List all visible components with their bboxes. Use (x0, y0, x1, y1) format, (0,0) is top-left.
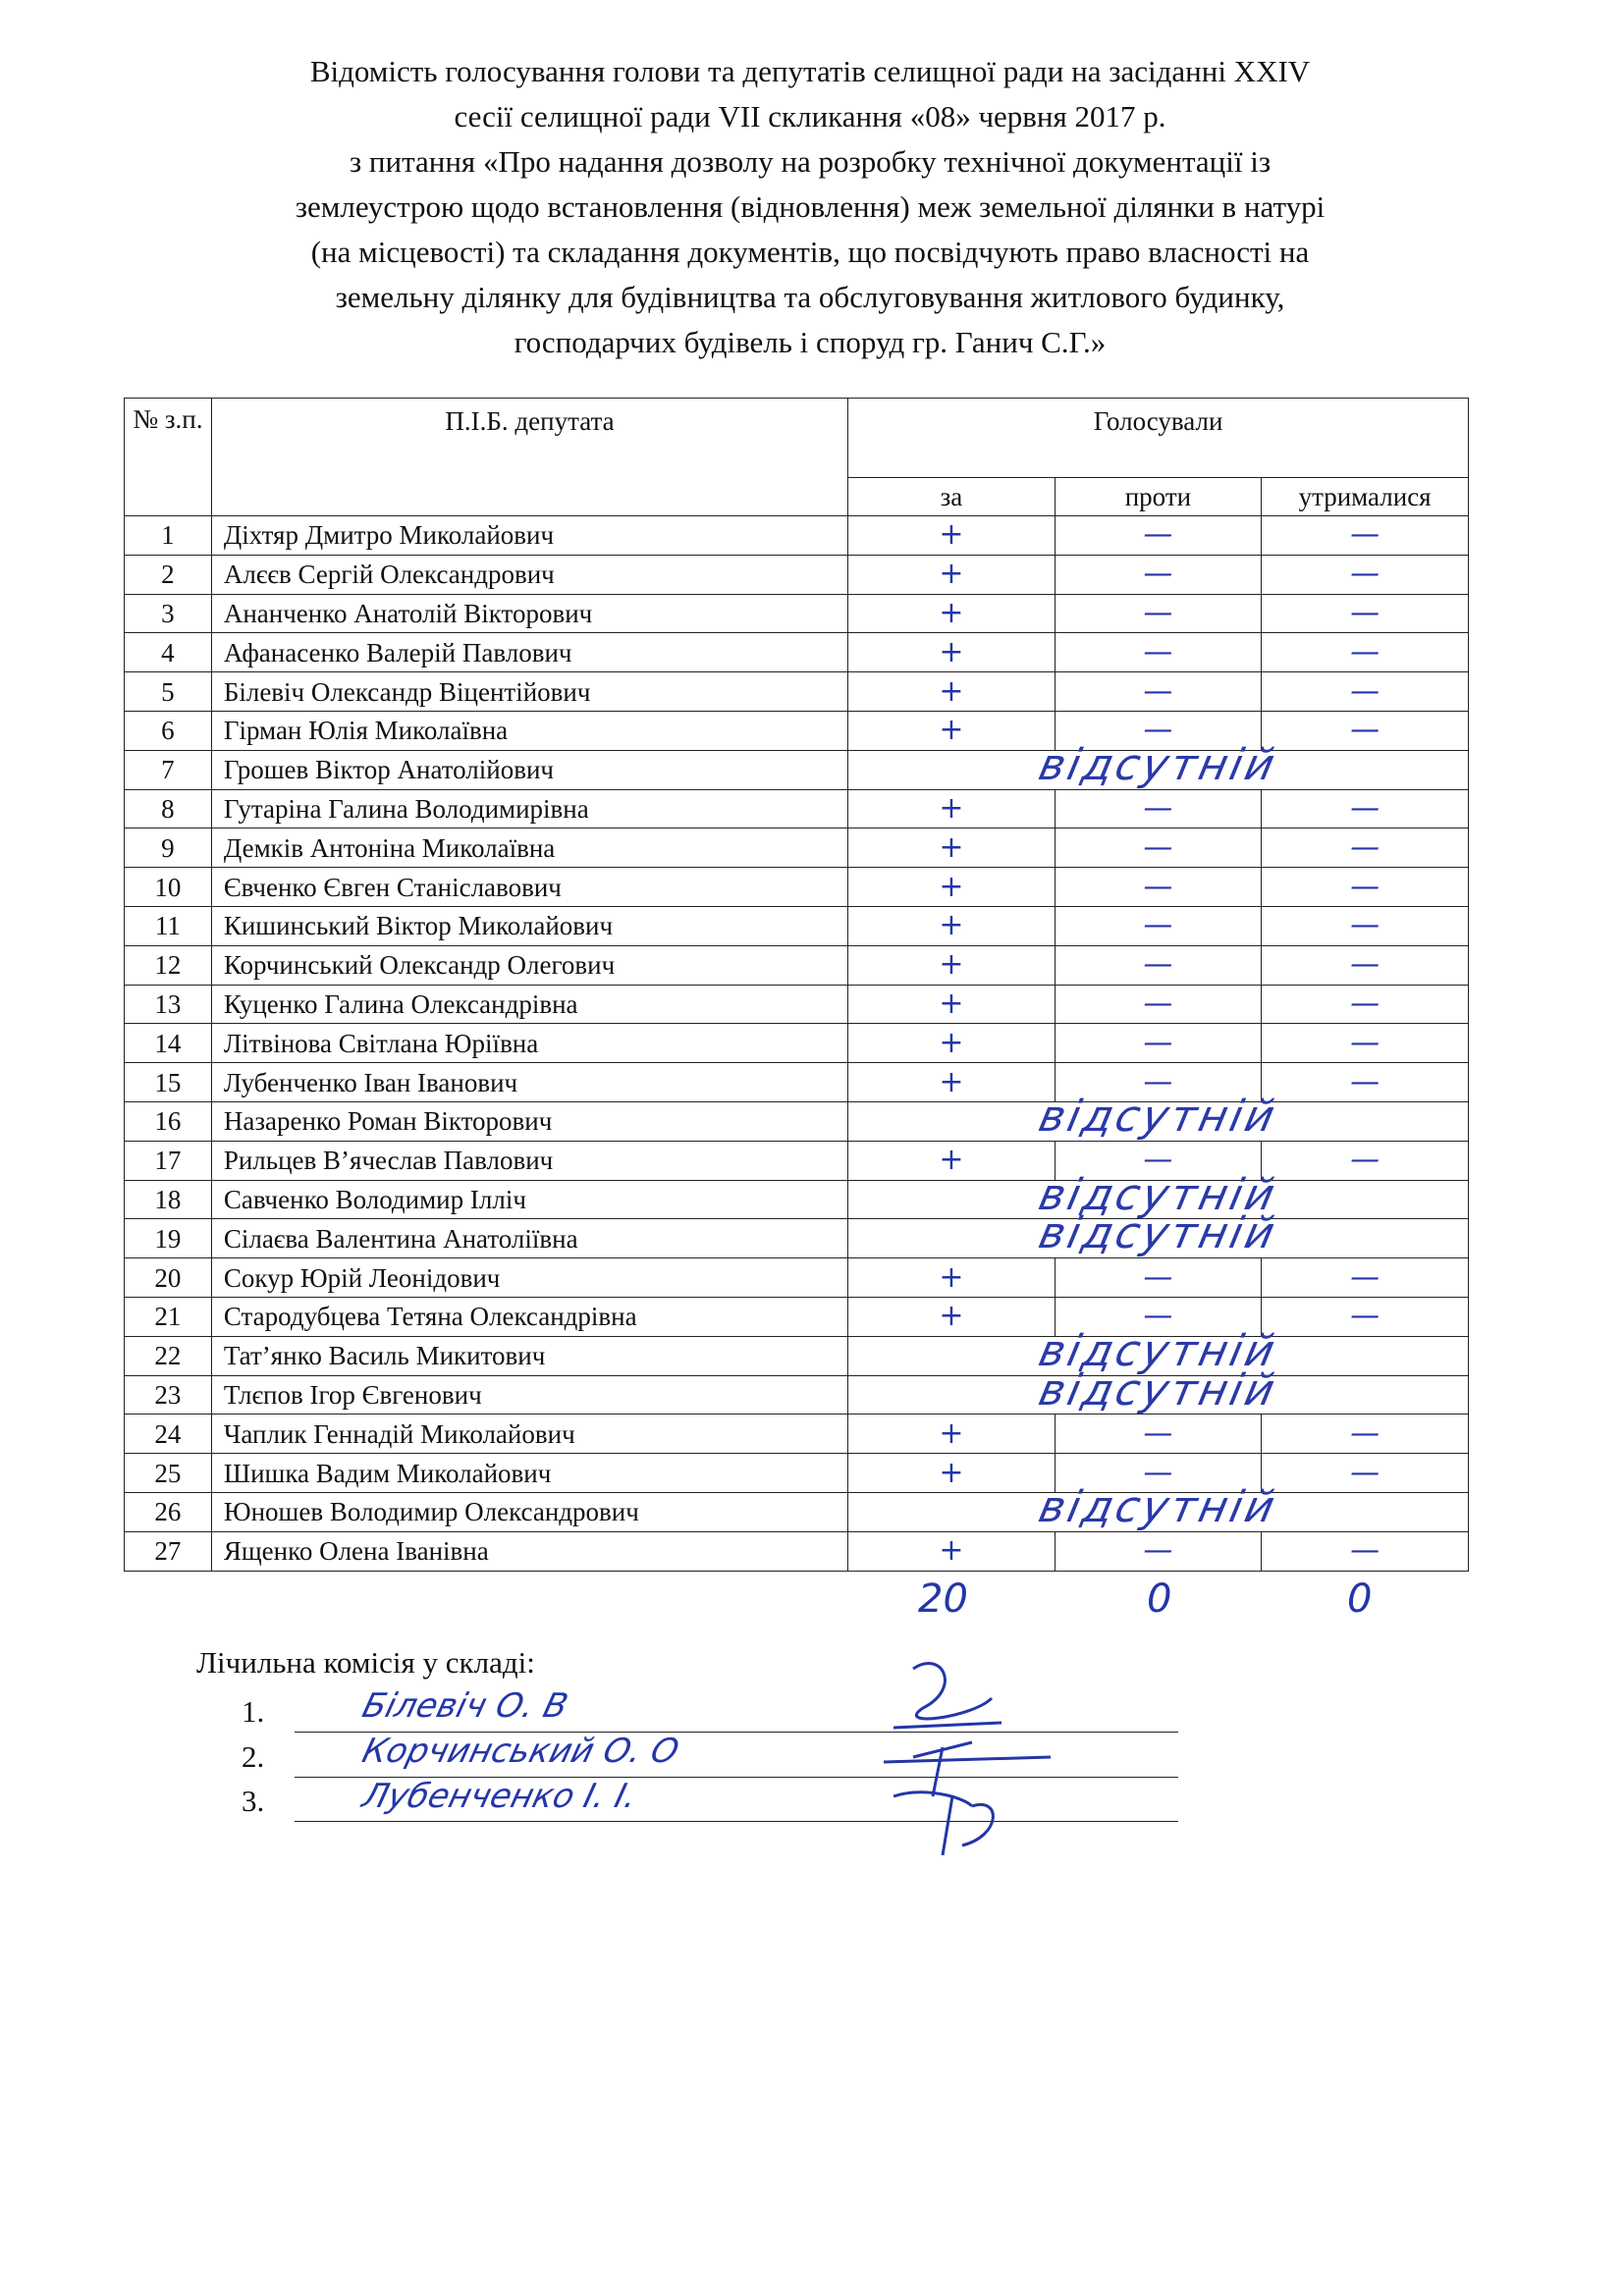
row-number: 21 (125, 1297, 212, 1336)
row-number: 5 (125, 672, 212, 712)
row-number: 27 (125, 1531, 212, 1571)
absent-cell (848, 1208, 1469, 1259)
row-number: 12 (125, 945, 212, 985)
vote-for: + (848, 789, 1055, 828)
vote-for: + (848, 633, 1055, 672)
deputy-name: Грошев Віктор Анатолійович (211, 750, 847, 789)
absent-cell (848, 1091, 1469, 1142)
voting-table-body (125, 516, 1469, 1572)
vote-abstained: — (1262, 1258, 1469, 1298)
row-number: 19 (125, 1219, 212, 1258)
vote-for: + (848, 868, 1055, 907)
deputy-name: Гірман Юлія Миколаївна (211, 711, 847, 750)
vote-abstained: — (1262, 633, 1469, 672)
vote-against: — (1055, 633, 1262, 672)
deputy-name: Кишинський Віктор Миколайович (211, 906, 847, 945)
deputy-name: Юношев Володимир Олександрович (211, 1492, 847, 1531)
vote-for: + (848, 516, 1055, 556)
vote-for: + (848, 594, 1055, 633)
commission-member-2: Корчинський О. О (358, 1732, 683, 1771)
vote-for: + (848, 1063, 1055, 1102)
row-number: 26 (125, 1492, 212, 1531)
title-line: (на місцевості) та складання документів, що посвідчують право власності на (310, 235, 1310, 269)
vote-against: — (1055, 789, 1262, 828)
vote-for: + (848, 711, 1055, 750)
row-number: 14 (125, 1024, 212, 1063)
title-line: землеустрою щодо встановлення (відновлення) меж земельної ділянки в натурі (295, 189, 1326, 224)
vote-abstained: — (1262, 789, 1469, 828)
vote-for: + (848, 1141, 1055, 1180)
table-row (125, 945, 1469, 985)
vote-against: — (1055, 672, 1262, 712)
vote-abstained: — (1262, 828, 1469, 868)
row-number: 15 (125, 1063, 212, 1102)
header-number: № з.п. (125, 399, 212, 516)
title-line: Відомість голосування голови та депутатів селищної ради на засіданні XXIV (309, 54, 1311, 88)
absent-mark: відсутній (1034, 1091, 1282, 1142)
table-row (125, 750, 1469, 789)
deputy-name: Рильцев В’ячеслав Павлович (211, 1141, 847, 1180)
commission-member-3: Лубенченко І. І. (358, 1777, 641, 1816)
vote-abstained: — (1262, 945, 1469, 985)
vote-abstained: — (1262, 906, 1469, 945)
deputy-name: Шишка Вадим Миколайович (211, 1454, 847, 1493)
table-row (125, 828, 1469, 868)
table-row (125, 1415, 1469, 1454)
deputy-name: Чаплик Геннадій Миколайович (211, 1415, 847, 1454)
vote-abstained: — (1262, 1454, 1469, 1493)
title-line: сесії селищної ради VII скликання «08» червня 2017 р. (454, 99, 1166, 133)
commission-member-1: Білевіч О. В (358, 1686, 572, 1726)
table-row (125, 1219, 1469, 1258)
vote-for: + (848, 672, 1055, 712)
row-number: 8 (125, 789, 212, 828)
deputy-name: Куценко Галина Олександрівна (211, 985, 847, 1024)
deputy-name: Демків Антоніна Миколаївна (211, 828, 847, 868)
signature-scribbles (854, 1649, 1070, 1875)
deputy-name: Сокур Юрій Леонідович (211, 1258, 847, 1298)
row-number: 13 (125, 985, 212, 1024)
vote-against: — (1055, 1297, 1262, 1336)
table-row (125, 868, 1469, 907)
deputy-name: Діхтяр Дмитро Миколайович (211, 516, 847, 556)
vote-against: — (1055, 945, 1262, 985)
vote-abstained: — (1262, 555, 1469, 594)
absent-cell (848, 739, 1469, 790)
vote-against: — (1055, 828, 1262, 868)
vote-abstained: — (1262, 711, 1469, 750)
vote-against: — (1055, 555, 1262, 594)
absent-mark: відсутній (1034, 1364, 1282, 1415)
total-abstained: 0 (1347, 1576, 1373, 1622)
row-number: 23 (125, 1375, 212, 1415)
absent-cell (848, 1481, 1469, 1532)
deputy-name: Стародубцева Тетяна Олександрівна (211, 1297, 847, 1336)
row-number: 3 (125, 594, 212, 633)
table-row (125, 985, 1469, 1024)
commission-line-1 (242, 1694, 291, 1730)
deputy-name: Літвінова Світлана Юріївна (211, 1024, 847, 1063)
deputy-name: Афанасенко Валерій Павлович (211, 633, 847, 672)
vote-against: — (1055, 516, 1262, 556)
row-number: 6 (125, 711, 212, 750)
vote-against: — (1055, 1454, 1262, 1493)
vote-abstained: — (1262, 1141, 1469, 1180)
row-number: 7 (125, 750, 212, 789)
vote-against: — (1055, 906, 1262, 945)
table-row (125, 594, 1469, 633)
vote-abstained: — (1262, 672, 1469, 712)
vote-against: — (1055, 868, 1262, 907)
vote-for: + (848, 1415, 1055, 1454)
absent-mark: відсутній (1034, 1169, 1282, 1220)
deputy-name: Савченко Володимир Ілліч (211, 1180, 847, 1219)
vote-against: — (1055, 985, 1262, 1024)
row-number: 17 (125, 1141, 212, 1180)
vote-against: — (1055, 1063, 1262, 1102)
row-number: 1 (125, 516, 212, 556)
deputy-name: Гутаріна Галина Володимирівна (211, 789, 847, 828)
header-deputy-name: П.І.Б. депутата (211, 399, 847, 516)
deputy-name: Євченко Євген Станіславович (211, 868, 847, 907)
vote-against: — (1055, 594, 1262, 633)
row-number: 16 (125, 1101, 212, 1141)
table-row (125, 633, 1469, 672)
document-title (167, 49, 1453, 365)
total-for: 20 (918, 1576, 968, 1622)
header-abstained: утрималися (1262, 478, 1469, 516)
deputy-name: Назаренко Роман Вікторович (211, 1101, 847, 1141)
row-number: 2 (125, 555, 212, 594)
commission-number: 2. (242, 1739, 265, 1774)
table-row (125, 1492, 1469, 1531)
deputy-name: Тлєпов Ігор Євгенович (211, 1375, 847, 1415)
vote-abstained: — (1262, 594, 1469, 633)
table-row (125, 906, 1469, 945)
table-row (125, 516, 1469, 556)
vote-for: + (848, 945, 1055, 985)
absent-cell (848, 1364, 1469, 1415)
vote-abstained: — (1262, 1063, 1469, 1102)
table-row (125, 1101, 1469, 1141)
deputy-name: Сілаєва Валентина Анатоліївна (211, 1219, 847, 1258)
vote-for: + (848, 1531, 1055, 1571)
table-row (125, 1258, 1469, 1298)
deputy-name: Білевіч Олександр Віцентійович (211, 672, 847, 712)
vote-against: — (1055, 1258, 1262, 1298)
vote-for: + (848, 1297, 1055, 1336)
absent-mark: відсутній (1034, 739, 1282, 790)
vote-for: + (848, 1024, 1055, 1063)
commission-line-3 (242, 1784, 291, 1819)
vote-abstained: — (1262, 1297, 1469, 1336)
table-row (125, 1531, 1469, 1571)
table-row (125, 1375, 1469, 1415)
header-against: проти (1055, 478, 1262, 516)
table-row (125, 555, 1469, 594)
total-against: 0 (1147, 1576, 1172, 1622)
row-number: 25 (125, 1454, 212, 1493)
row-number: 24 (125, 1415, 212, 1454)
vote-abstained: — (1262, 985, 1469, 1024)
vote-abstained: — (1262, 1531, 1469, 1571)
commission-number: 3. (242, 1784, 265, 1818)
title-line: господарчих будівель і споруд гр. Ганич С.Г.» (514, 325, 1107, 359)
title-line: земельну ділянку для будівництва та обслуговування житлового будинку, (335, 280, 1285, 314)
deputy-name: Ященко Олена Іванівна (211, 1531, 847, 1571)
vote-for: + (848, 555, 1055, 594)
vote-abstained: — (1262, 868, 1469, 907)
table-row (125, 789, 1469, 828)
commission-line-2 (242, 1739, 291, 1775)
vote-for: + (848, 828, 1055, 868)
row-number: 4 (125, 633, 212, 672)
vote-abstained: — (1262, 516, 1469, 556)
absent-mark: відсутній (1034, 1325, 1282, 1376)
table-row (125, 672, 1469, 712)
row-number: 11 (125, 906, 212, 945)
vote-against: — (1055, 1415, 1262, 1454)
header-voted: Голосували (848, 399, 1469, 478)
commission-number: 1. (242, 1694, 265, 1729)
voting-table (124, 398, 1469, 1572)
row-number: 20 (125, 1258, 212, 1298)
vote-against: — (1055, 1141, 1262, 1180)
vote-abstained: — (1262, 1024, 1469, 1063)
row-number: 9 (125, 828, 212, 868)
title-line: з питання «Про надання дозволу на розробку технічної документації із (349, 144, 1272, 179)
vote-abstained: — (1262, 1415, 1469, 1454)
vote-for: + (848, 1258, 1055, 1298)
row-number: 10 (125, 868, 212, 907)
deputy-name: Корчинський Олександр Олегович (211, 945, 847, 985)
vote-against: — (1055, 1024, 1262, 1063)
absent-mark: відсутній (1034, 1481, 1282, 1532)
table-row (125, 1024, 1469, 1063)
vote-against: — (1055, 1531, 1262, 1571)
deputy-name: Лубенченко Іван Іванович (211, 1063, 847, 1102)
commission-heading: Лічильна комісія у складі: (196, 1645, 535, 1680)
vote-for: + (848, 985, 1055, 1024)
vote-against: — (1055, 711, 1262, 750)
deputy-name: Алєєв Сергій Олександрович (211, 555, 847, 594)
absent-mark: відсутній (1034, 1208, 1282, 1259)
deputy-name: Тат’янко Василь Микитович (211, 1336, 847, 1375)
vote-for: + (848, 1454, 1055, 1493)
header-for: за (848, 478, 1055, 516)
row-number: 18 (125, 1180, 212, 1219)
vote-for: + (848, 906, 1055, 945)
deputy-name: Ананченко Анатолій Вікторович (211, 594, 847, 633)
row-number: 22 (125, 1336, 212, 1375)
